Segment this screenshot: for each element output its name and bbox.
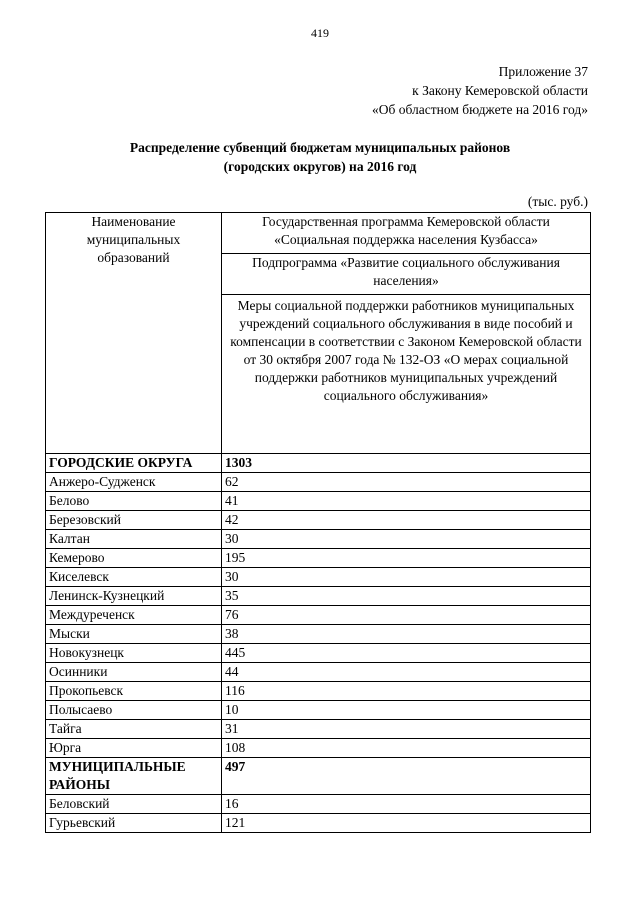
table-row xyxy=(46,663,591,682)
row-value: 121 xyxy=(222,814,591,833)
row-name: Прокопьевск xyxy=(46,682,222,701)
row-value: 30 xyxy=(222,568,591,587)
row-name: Белово xyxy=(46,492,222,511)
appendix-reference xyxy=(372,62,588,119)
row-name: Киселевск xyxy=(46,568,222,587)
row-value: 108 xyxy=(222,739,591,758)
group-row-municipal-districts xyxy=(46,758,591,795)
row-value: 41 xyxy=(222,492,591,511)
table-row xyxy=(46,795,591,814)
subvention-table xyxy=(45,212,591,833)
row-name: Междуреченск xyxy=(46,606,222,625)
header-measure: Меры социальной поддержки работников муниципальных учреждений социального обслуживания в виде пособий и компенсации в соответствии с Законом Кемеровской области от 30 октября 2007 года № 132-ОЗ «О мерах социальной поддержки работников муниципальных учреждений социального обслуживания» xyxy=(222,295,591,454)
page-number: 419 xyxy=(311,26,329,40)
appendix-line-3: «Об областном бюджете на 2016 год» xyxy=(372,102,588,117)
row-name: Тайга xyxy=(46,720,222,739)
row-name: Юрга xyxy=(46,739,222,758)
table-row xyxy=(46,492,591,511)
group-name: ГОРОДСКИЕ ОКРУГА xyxy=(46,454,222,473)
table-row xyxy=(46,682,591,701)
row-value: 38 xyxy=(222,625,591,644)
group-value: 1303 xyxy=(222,454,591,473)
row-value: 16 xyxy=(222,795,591,814)
row-name: Калтан xyxy=(46,530,222,549)
row-value: 44 xyxy=(222,663,591,682)
group-name: МУНИЦИПАЛЬНЫЕ РАЙОНЫ xyxy=(46,758,222,795)
table-row xyxy=(46,473,591,492)
row-value: 76 xyxy=(222,606,591,625)
row-value: 10 xyxy=(222,701,591,720)
row-name: Гурьевский xyxy=(46,814,222,833)
table-row xyxy=(46,549,591,568)
table-row xyxy=(46,644,591,663)
appendix-line-1: Приложение 37 xyxy=(498,64,588,79)
table-row xyxy=(46,701,591,720)
table-row xyxy=(46,530,591,549)
header-program: Государственная программа Кемеровской области «Социальная поддержка населения Кузбасса» xyxy=(222,213,591,254)
units-label: (тыс. руб.) xyxy=(527,194,588,209)
row-value: 116 xyxy=(222,682,591,701)
row-value: 195 xyxy=(222,549,591,568)
row-value: 62 xyxy=(222,473,591,492)
row-name: Березовский xyxy=(46,511,222,530)
group-row-city-districts xyxy=(46,454,591,473)
row-name: Мыски xyxy=(46,625,222,644)
row-value: 31 xyxy=(222,720,591,739)
row-name: Кемерово xyxy=(46,549,222,568)
table-row xyxy=(46,511,591,530)
title-line-2: (городских округов) на 2016 год xyxy=(223,159,417,174)
appendix-line-2: к Закону Кемеровской области xyxy=(412,83,588,98)
table-row xyxy=(46,720,591,739)
group-value: 497 xyxy=(222,758,591,795)
row-name: Анжеро-Судженск xyxy=(46,473,222,492)
row-value: 42 xyxy=(222,511,591,530)
header-municipality-name: Наименование муниципальных образований xyxy=(46,213,222,454)
table-row xyxy=(46,587,591,606)
table-row xyxy=(46,739,591,758)
row-value: 30 xyxy=(222,530,591,549)
row-name: Ленинск-Кузнецкий xyxy=(46,587,222,606)
row-name: Новокузнецк xyxy=(46,644,222,663)
document-title xyxy=(40,138,600,176)
table-row xyxy=(46,625,591,644)
row-name: Осинники xyxy=(46,663,222,682)
row-name: Полысаево xyxy=(46,701,222,720)
title-line-1: Распределение субвенций бюджетам муниципальных районов xyxy=(129,140,511,155)
table-row xyxy=(46,568,591,587)
row-value: 445 xyxy=(222,644,591,663)
table-row xyxy=(46,814,591,833)
table-row xyxy=(46,606,591,625)
row-value: 35 xyxy=(222,587,591,606)
row-name: Беловский xyxy=(46,795,222,814)
header-subprogram: Подпрограмма «Развитие социального обслуживания населения» xyxy=(222,254,591,295)
